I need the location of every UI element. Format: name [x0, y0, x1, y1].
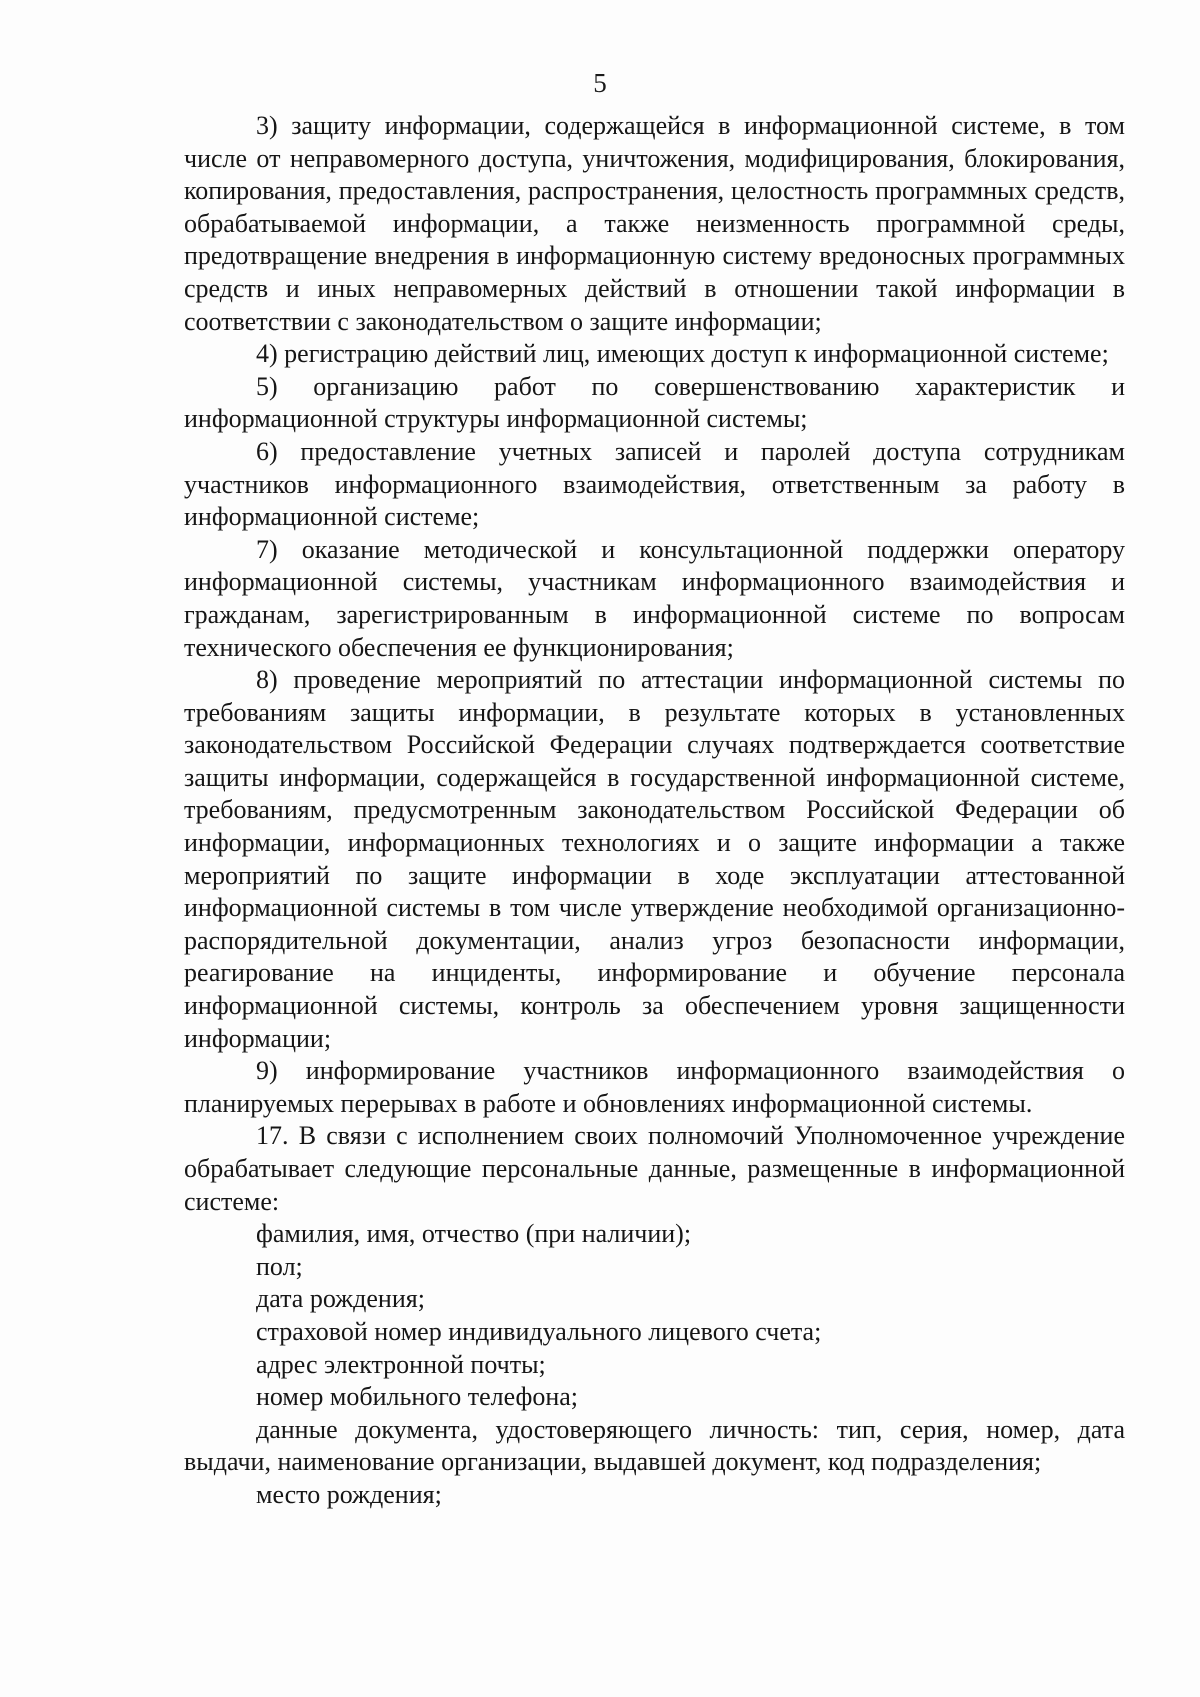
- list-item: пол;: [256, 1251, 303, 1281]
- paragraph-section-17: 17. В связи с исполнением своих полномочий Уполномоченное учреждение обрабатывает следующие персональные данные, размещенные в информационной системе:: [184, 1121, 1125, 1216]
- paragraph-item-8: 8) проведение мероприятий по аттестации информационной системы по требованиям защиты информации, в результате которых в установленных законодательством Российской Федерации случаях подтверждается соответствие защиты информации, содержащейся в государственной информационной системе, требованиям, предусмотренным законодательством Российской Федерации об информации, информационных технологиях и о защите информации а также мероприятий по защите информации в ходе эксплуатации аттестованной информационной системы в том числе утверждение необходимой организационно-распорядительной документации, анализ угроз безопасности информации, реагирование на инциденты, информирование и обучение персонала информационной системы, контроль за обеспечением уровня защищенности информации;: [184, 665, 1125, 1053]
- list-item: фамилия, имя, отчество (при наличии);: [256, 1219, 692, 1249]
- paragraph-item-7: 7) оказание методической и консультационной поддержки оператору информационной системы, участникам информационного взаимодействия и гражданам, зарегистрированным в информационной системе по вопросам технического обеспечения ее функционирования;: [184, 534, 1125, 662]
- list-item: дата рождения;: [256, 1284, 425, 1314]
- paragraph-item-9: 9) информирование участников информационного взаимодействия о планируемых перерывах в работе и обновлениях информационной системы.: [184, 1056, 1125, 1118]
- paragraph-item-3: 3) защиту информации, содержащейся в информационной системе, в том числе от неправомерного доступа, уничтожения, модифицирования, блокирования, копирования, предоставления, распространения, целостность программных средств, обрабатываемой информации, а также неизменность программной среды, предотвращение внедрения в информационную систему вредоносных программных средств и иных неправомерных действий в отношении такой информации в соответствии с законодательством о защите информации;: [184, 111, 1125, 336]
- list-item: адрес электронной почты;: [256, 1349, 546, 1379]
- paragraph-item-4: 4) регистрацию действий лиц, имеющих доступ к информационной системе;: [256, 339, 1109, 369]
- page-number: 5: [593, 68, 607, 98]
- document-body: [184, 110, 1125, 1512]
- paragraph-item-5: 5) организацию работ по совершенствованию характеристик и информационной структуры информационной системы;: [184, 371, 1125, 434]
- list-item: место рождения;: [256, 1479, 442, 1509]
- paragraph-identity-document: данные документа, удостоверяющего личность: тип, серия, номер, дата выдачи, наименование организации, выдавшей документ, код подразделения;: [184, 1414, 1125, 1477]
- paragraph-item-6: 6) предоставление учетных записей и паролей доступа сотрудникам участников информационного взаимодействия, ответственным за работу в информационной системе;: [184, 436, 1125, 532]
- list-item: страховой номер индивидуального лицевого счета;: [256, 1316, 822, 1346]
- list-item: номер мобильного телефона;: [256, 1382, 579, 1412]
